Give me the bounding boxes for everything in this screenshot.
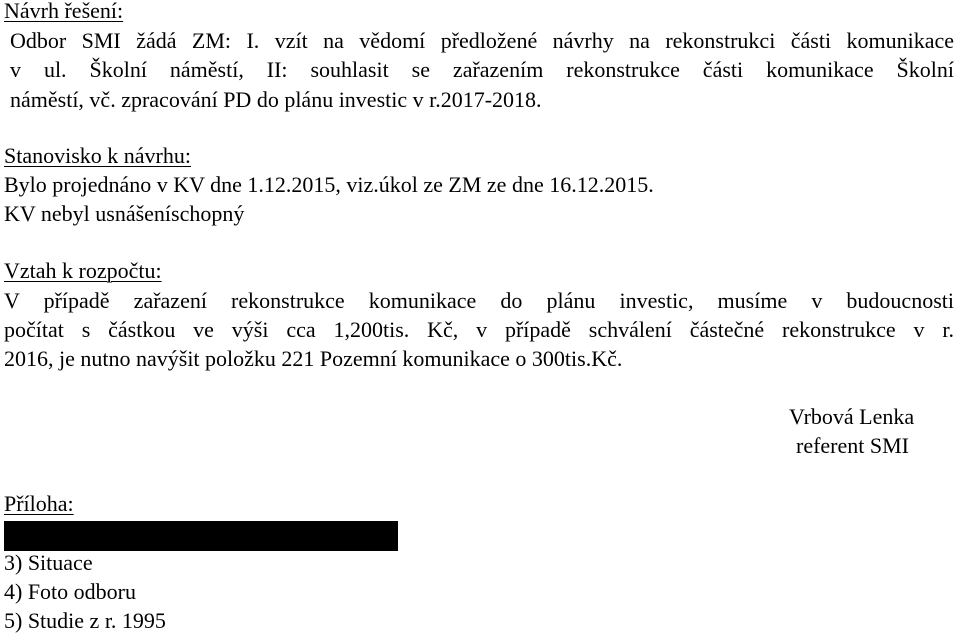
signature-name: Vrbová Lenka (789, 404, 915, 429)
navrh-line-2: v ul. Školní náměstí, II: souhlasit se zařazením rekonstrukce části komunikace Školní (10, 57, 954, 82)
navrh-line-3: náměstí, vč. zpracování PD do plánu investic v r.2017-2018. (10, 87, 542, 112)
priloha-heading: Příloha: (4, 491, 74, 516)
navrh-line-1: Odbor SMI žádá ZM: I. vzít na vědomí předložené návrhy na rekonstrukci části komunikace (10, 28, 954, 53)
stanovisko-line-1: Bylo projednáno v KV dne 1.12.2015, viz.úkol ze ZM ze dne 16.12.2015. (4, 172, 654, 197)
priloha-item-5: 5) Studie z r. 1995 (4, 608, 166, 633)
signature-role: referent SMI (796, 433, 910, 458)
navrh-heading: Návrh řešení: (4, 0, 124, 23)
rozpocet-line-2: počítat s částkou ve výši cca 1,200tis. Kč, v případě schválení částečné rekonstrukce v r. (4, 317, 954, 342)
redaction-bar (4, 521, 398, 551)
rozpocet-line-3: 2016, je nutno navýšit položku 221 Pozemní komunikace o 300tis.Kč. (4, 346, 623, 371)
priloha-item-4: 4) Foto odboru (4, 579, 136, 604)
stanovisko-line-2: KV nebyl usnášeníschopný (4, 201, 245, 226)
priloha-item-3: 3) Situace (4, 550, 93, 575)
rozpocet-line-1: V případě zařazení rekonstrukce komunikace do plánu investic, musíme v budoucnosti (4, 288, 954, 313)
stanovisko-heading: Stanovisko k návrhu: (4, 143, 191, 168)
rozpocet-heading: Vztah k rozpočtu: (4, 258, 162, 283)
